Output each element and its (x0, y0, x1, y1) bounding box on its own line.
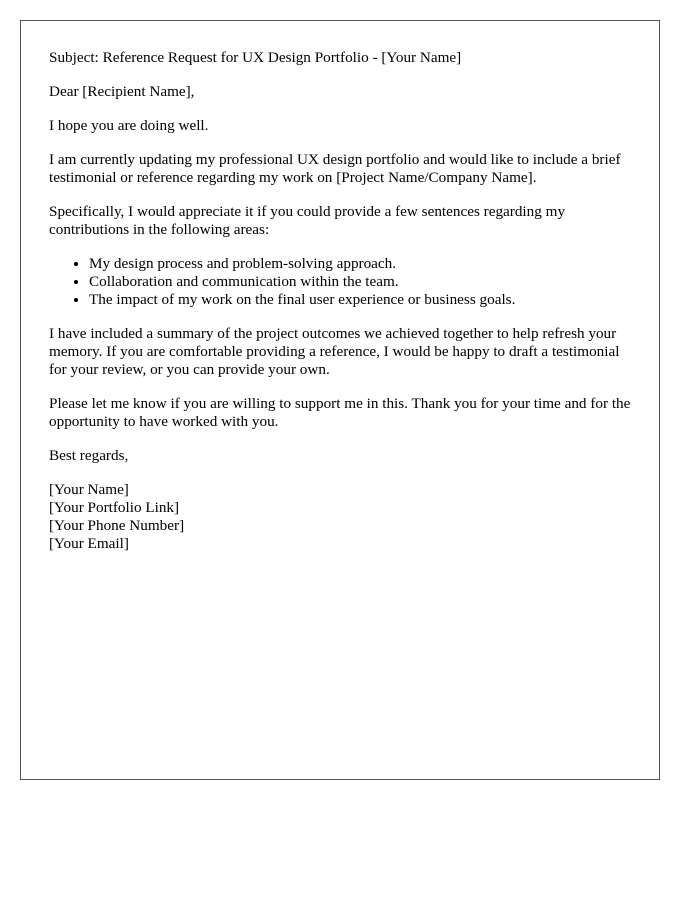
signature-phone: [Your Phone Number] (49, 517, 185, 534)
signature-name: [Your Name] (49, 481, 129, 498)
closing: Best regards, (49, 447, 129, 464)
letter-page (20, 20, 660, 780)
list-item: • Collaboration and communication within the team. (89, 273, 639, 291)
greeting: Dear [Recipient Name], (49, 83, 195, 100)
signature-block (49, 481, 639, 553)
subject-line: Subject: Reference Request for UX Design Portfolio - [Your Name] (49, 49, 462, 66)
areas-list (49, 255, 639, 309)
signature-email: [Your Email] (49, 535, 129, 552)
letter-body (49, 49, 639, 553)
paragraph-summary: I have included a summary of the project outcomes we achieved together to help refresh your memory. If you are comfortable providing a reference, I would be happy to draft a testimonial for your review, or you can provide your own. (49, 325, 620, 378)
signature-portfolio: [Your Portfolio Link] (49, 499, 180, 516)
list-item: • My design process and problem-solving approach. (89, 255, 639, 273)
paragraph-thanks: Please let me know if you are willing to support me in this. Thank you for your time and for the opportunity to have worked with you. (49, 395, 631, 430)
opening-line: I hope you are doing well. (49, 117, 209, 134)
list-item: • The impact of my work on the final user experience or business goals. (89, 291, 639, 309)
paragraph-request: I am currently updating my professional UX design portfolio and would like to include a brief testimonial or reference regarding my work on [Project Name/Company Name]. (49, 151, 621, 186)
paragraph-areas: Specifically, I would appreciate it if you could provide a few sentences regarding my contributions in the following areas: (49, 203, 566, 238)
